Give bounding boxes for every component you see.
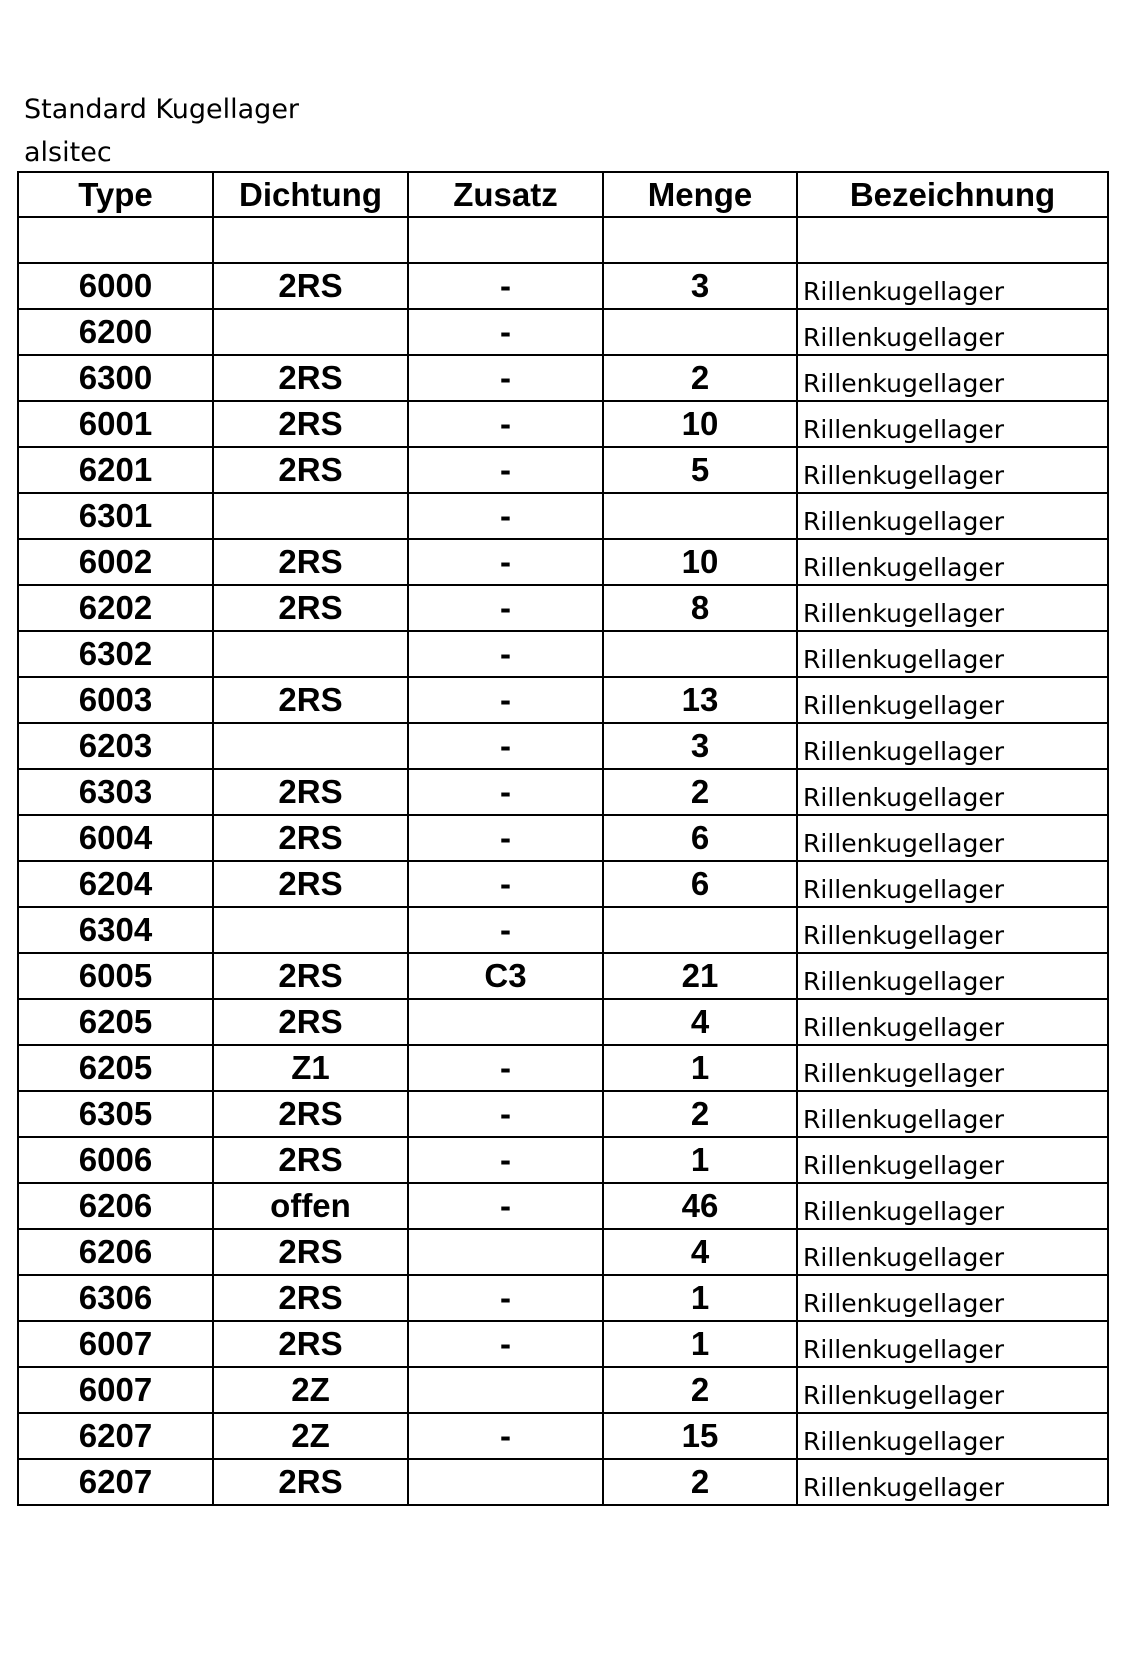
cell-bezeichnung: Rillenkugellager [797, 723, 1108, 769]
cell-bezeichnung: Rillenkugellager [797, 401, 1108, 447]
cell-menge: 10 [603, 401, 797, 447]
cell-dichtung: 2RS [213, 263, 408, 309]
cell-bezeichnung: Rillenkugellager [797, 1275, 1108, 1321]
cell-zusatz: - [408, 585, 603, 631]
cell-type: 6007 [18, 1367, 213, 1413]
cell-zusatz: - [408, 539, 603, 585]
cell-dichtung: 2RS [213, 1321, 408, 1367]
table-row [18, 355, 1108, 401]
cell-bezeichnung: Rillenkugellager [797, 263, 1108, 309]
cell-bezeichnung: Rillenkugellager [797, 1367, 1108, 1413]
cell-type: 6002 [18, 539, 213, 585]
cell-bezeichnung: Rillenkugellager [797, 309, 1108, 355]
cell-bezeichnung: Rillenkugellager [797, 447, 1108, 493]
cell-type: 6306 [18, 1275, 213, 1321]
cell-zusatz [408, 217, 603, 263]
column-header-type: Type [18, 172, 213, 217]
cell-zusatz: - [408, 493, 603, 539]
cell-zusatz: - [408, 447, 603, 493]
table-row [18, 861, 1108, 907]
cell-menge [603, 309, 797, 355]
cell-type: 6301 [18, 493, 213, 539]
cell-dichtung [213, 309, 408, 355]
table-row [18, 585, 1108, 631]
cell-menge: 6 [603, 861, 797, 907]
cell-menge: 8 [603, 585, 797, 631]
cell-menge: 2 [603, 769, 797, 815]
cell-bezeichnung: Rillenkugellager [797, 1229, 1108, 1275]
cell-bezeichnung: Rillenkugellager [797, 677, 1108, 723]
cell-zusatz: C3 [408, 953, 603, 999]
cell-bezeichnung: Rillenkugellager [797, 769, 1108, 815]
cell-dichtung: 2RS [213, 355, 408, 401]
cell-type: 6205 [18, 999, 213, 1045]
table-row [18, 999, 1108, 1045]
cell-bezeichnung: Rillenkugellager [797, 907, 1108, 953]
cell-menge: 1 [603, 1321, 797, 1367]
cell-zusatz: - [408, 1183, 603, 1229]
table-row [18, 1413, 1108, 1459]
cell-bezeichnung: Rillenkugellager [797, 1137, 1108, 1183]
cell-bezeichnung: Rillenkugellager [797, 999, 1108, 1045]
cell-zusatz: - [408, 907, 603, 953]
cell-bezeichnung: Rillenkugellager [797, 1091, 1108, 1137]
cell-type: 6004 [18, 815, 213, 861]
cell-type: 6204 [18, 861, 213, 907]
cell-menge: 5 [603, 447, 797, 493]
cell-menge: 3 [603, 263, 797, 309]
table-row [18, 1045, 1108, 1091]
cell-menge: 21 [603, 953, 797, 999]
column-header-zusatz: Zusatz [408, 172, 603, 217]
table-row [18, 1183, 1108, 1229]
cell-type: 6206 [18, 1183, 213, 1229]
cell-dichtung [213, 907, 408, 953]
cell-zusatz [408, 999, 603, 1045]
table-row [18, 723, 1108, 769]
cell-type: 6203 [18, 723, 213, 769]
cell-dichtung: 2RS [213, 815, 408, 861]
cell-bezeichnung: Rillenkugellager [797, 815, 1108, 861]
cell-menge: 2 [603, 355, 797, 401]
cell-menge: 1 [603, 1137, 797, 1183]
table-row [18, 309, 1108, 355]
cell-zusatz: - [408, 769, 603, 815]
cell-type: 6302 [18, 631, 213, 677]
cell-zusatz: - [408, 677, 603, 723]
column-header-dichtung: Dichtung [213, 172, 408, 217]
table-row [18, 1321, 1108, 1367]
cell-dichtung: 2Z [213, 1413, 408, 1459]
cell-zusatz [408, 1459, 603, 1505]
cell-bezeichnung: Rillenkugellager [797, 585, 1108, 631]
cell-bezeichnung: Rillenkugellager [797, 355, 1108, 401]
cell-type: 6304 [18, 907, 213, 953]
cell-zusatz [408, 1229, 603, 1275]
cell-menge [603, 493, 797, 539]
cell-bezeichnung: Rillenkugellager [797, 631, 1108, 677]
cell-menge [603, 217, 797, 263]
cell-menge: 2 [603, 1367, 797, 1413]
cell-zusatz: - [408, 815, 603, 861]
table-row [18, 401, 1108, 447]
cell-dichtung [213, 493, 408, 539]
cell-type [18, 217, 213, 263]
cell-type: 6005 [18, 953, 213, 999]
table-row [18, 447, 1108, 493]
bearing-inventory-table [17, 171, 1109, 1506]
cell-type: 6207 [18, 1459, 213, 1505]
table-body [18, 217, 1108, 1505]
cell-dichtung: 2RS [213, 1229, 408, 1275]
table-row [18, 953, 1108, 999]
cell-dichtung: 2RS [213, 1459, 408, 1505]
cell-type: 6003 [18, 677, 213, 723]
cell-menge: 1 [603, 1045, 797, 1091]
company-name: alsitec [24, 137, 112, 168]
table-row [18, 217, 1108, 263]
cell-bezeichnung: Rillenkugellager [797, 1321, 1108, 1367]
cell-type: 6202 [18, 585, 213, 631]
cell-type: 6305 [18, 1091, 213, 1137]
table-row [18, 769, 1108, 815]
column-header-menge: Menge [603, 172, 797, 217]
cell-menge: 2 [603, 1459, 797, 1505]
table-header-row [18, 172, 1108, 217]
cell-menge: 4 [603, 1229, 797, 1275]
column-header-bezeichnung: Bezeichnung [797, 172, 1108, 217]
table-row [18, 631, 1108, 677]
cell-type: 6006 [18, 1137, 213, 1183]
cell-menge: 1 [603, 1275, 797, 1321]
cell-bezeichnung: Rillenkugellager [797, 953, 1108, 999]
cell-type: 6200 [18, 309, 213, 355]
cell-zusatz: - [408, 631, 603, 677]
cell-menge: 46 [603, 1183, 797, 1229]
cell-zusatz [408, 1367, 603, 1413]
cell-type: 6207 [18, 1413, 213, 1459]
table-row [18, 1275, 1108, 1321]
table-row [18, 677, 1108, 723]
cell-menge: 6 [603, 815, 797, 861]
table-row [18, 1459, 1108, 1505]
cell-bezeichnung: Rillenkugellager [797, 1413, 1108, 1459]
cell-menge: 2 [603, 1091, 797, 1137]
cell-zusatz: - [408, 1275, 603, 1321]
cell-dichtung: 2RS [213, 447, 408, 493]
cell-dichtung: 2RS [213, 1091, 408, 1137]
cell-type: 6206 [18, 1229, 213, 1275]
cell-menge: 13 [603, 677, 797, 723]
cell-zusatz: - [408, 861, 603, 907]
cell-menge: 3 [603, 723, 797, 769]
table-row [18, 1229, 1108, 1275]
cell-dichtung: 2RS [213, 769, 408, 815]
table-row [18, 1367, 1108, 1413]
cell-type: 6000 [18, 263, 213, 309]
table-row [18, 539, 1108, 585]
cell-dichtung [213, 631, 408, 677]
cell-bezeichnung: Rillenkugellager [797, 1183, 1108, 1229]
table-row [18, 493, 1108, 539]
cell-dichtung: offen [213, 1183, 408, 1229]
cell-dichtung: Z1 [213, 1045, 408, 1091]
cell-bezeichnung: Rillenkugellager [797, 1045, 1108, 1091]
table-row [18, 1137, 1108, 1183]
document-title: Standard Kugellager [24, 94, 300, 125]
cell-menge: 4 [603, 999, 797, 1045]
cell-dichtung: 2RS [213, 401, 408, 447]
cell-type: 6303 [18, 769, 213, 815]
cell-bezeichnung: Rillenkugellager [797, 1459, 1108, 1505]
cell-zusatz: - [408, 1137, 603, 1183]
cell-menge: 15 [603, 1413, 797, 1459]
cell-type: 6001 [18, 401, 213, 447]
cell-zusatz: - [408, 309, 603, 355]
cell-zusatz: - [408, 1091, 603, 1137]
cell-menge [603, 631, 797, 677]
table-row [18, 815, 1108, 861]
table-row [18, 263, 1108, 309]
cell-dichtung [213, 217, 408, 263]
cell-dichtung: 2Z [213, 1367, 408, 1413]
cell-bezeichnung: Rillenkugellager [797, 861, 1108, 907]
cell-zusatz: - [408, 1321, 603, 1367]
table-row [18, 907, 1108, 953]
cell-menge: 10 [603, 539, 797, 585]
document-header [24, 88, 299, 174]
cell-zusatz: - [408, 263, 603, 309]
cell-zusatz: - [408, 1045, 603, 1091]
cell-bezeichnung: Rillenkugellager [797, 493, 1108, 539]
cell-zusatz: - [408, 1413, 603, 1459]
cell-bezeichnung [797, 217, 1108, 263]
cell-zusatz: - [408, 355, 603, 401]
cell-menge [603, 907, 797, 953]
cell-type: 6007 [18, 1321, 213, 1367]
cell-zusatz: - [408, 723, 603, 769]
cell-dichtung [213, 723, 408, 769]
cell-type: 6300 [18, 355, 213, 401]
cell-dichtung: 2RS [213, 585, 408, 631]
cell-dichtung: 2RS [213, 1275, 408, 1321]
cell-dichtung: 2RS [213, 1137, 408, 1183]
cell-type: 6205 [18, 1045, 213, 1091]
cell-dichtung: 2RS [213, 677, 408, 723]
cell-dichtung: 2RS [213, 999, 408, 1045]
cell-dichtung: 2RS [213, 539, 408, 585]
cell-type: 6201 [18, 447, 213, 493]
cell-dichtung: 2RS [213, 861, 408, 907]
table-row [18, 1091, 1108, 1137]
cell-bezeichnung: Rillenkugellager [797, 539, 1108, 585]
cell-zusatz: - [408, 401, 603, 447]
cell-dichtung: 2RS [213, 953, 408, 999]
